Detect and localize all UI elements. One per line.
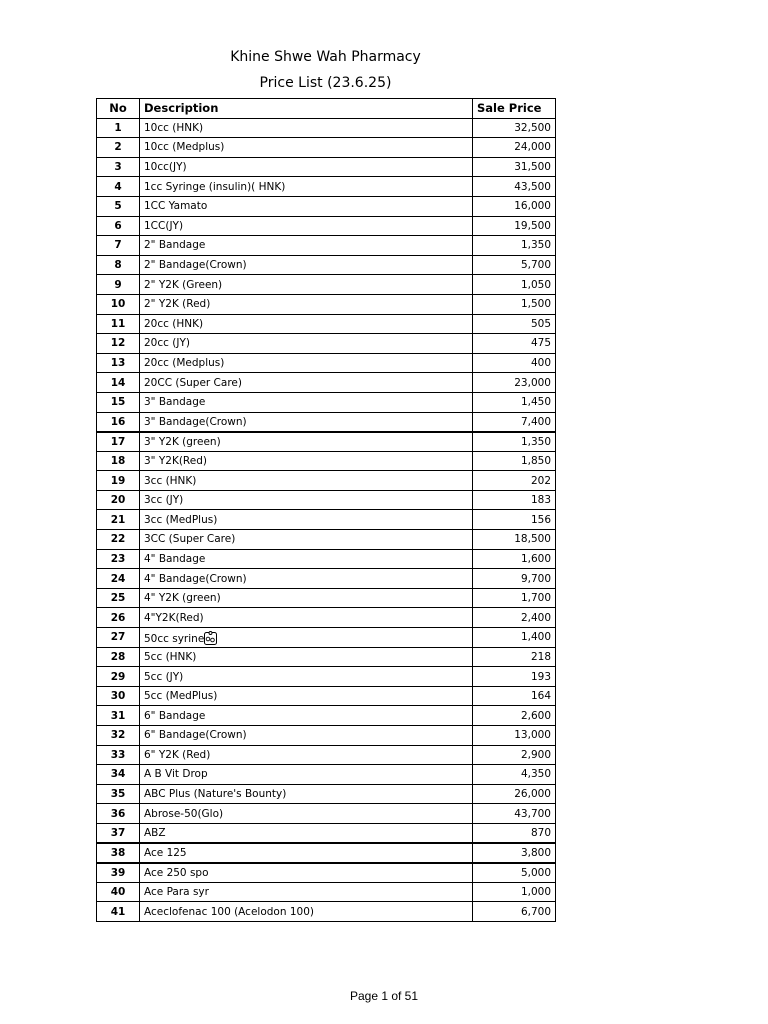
table-row xyxy=(97,549,556,569)
row-number: 34 xyxy=(97,765,140,785)
table-row xyxy=(97,490,556,510)
row-number: 13 xyxy=(97,353,140,373)
row-number: 15 xyxy=(97,392,140,412)
row-sale-price: 2,600 xyxy=(473,706,556,726)
table-body xyxy=(97,118,556,921)
table-row xyxy=(97,471,556,491)
table-row xyxy=(97,294,556,314)
description-text: 5cc (HNK) xyxy=(144,650,197,663)
description-text: 1CC(JY) xyxy=(144,219,184,232)
row-number: 36 xyxy=(97,804,140,824)
table-row xyxy=(97,138,556,158)
description-text: 4" Bandage(Crown) xyxy=(144,572,247,585)
description-text: 3" Y2K(Red) xyxy=(144,454,207,467)
row-sale-price: 1,000 xyxy=(473,882,556,902)
table-header-row xyxy=(97,99,556,119)
table-row xyxy=(97,373,556,393)
row-number: 35 xyxy=(97,784,140,804)
table-row xyxy=(97,118,556,138)
row-number: 38 xyxy=(97,843,140,863)
row-sale-price: 1,850 xyxy=(473,451,556,471)
row-number: 7 xyxy=(97,236,140,256)
description-text: 1CC Yamato xyxy=(144,200,208,213)
description-text: Abrose-50(Glo) xyxy=(144,807,224,820)
description-text: Ace Para syr xyxy=(144,886,209,899)
table-row xyxy=(97,412,556,432)
row-sale-price: 9,700 xyxy=(473,569,556,589)
row-description xyxy=(140,490,473,510)
table-row xyxy=(97,804,556,824)
page-number: Page 1 of 51 xyxy=(349,989,419,1003)
row-sale-price: 26,000 xyxy=(473,784,556,804)
price-table xyxy=(96,98,556,922)
row-description xyxy=(140,118,473,138)
row-number: 18 xyxy=(97,451,140,471)
description-text: 3CC (Super Care) xyxy=(144,533,236,546)
table-row xyxy=(97,392,556,412)
row-number: 17 xyxy=(97,432,140,452)
row-description xyxy=(140,196,473,216)
description-text: Ace 250 spo xyxy=(144,866,209,879)
row-number: 25 xyxy=(97,588,140,608)
row-description xyxy=(140,451,473,471)
row-number: 31 xyxy=(97,706,140,726)
row-description xyxy=(140,373,473,393)
row-number: 12 xyxy=(97,334,140,354)
row-number: 3 xyxy=(97,157,140,177)
column-header-description: Description xyxy=(140,99,473,119)
row-description xyxy=(140,863,473,883)
table-row xyxy=(97,863,556,883)
table-row xyxy=(97,902,556,922)
row-sale-price: 2,400 xyxy=(473,608,556,628)
table-row xyxy=(97,530,556,550)
row-number: 26 xyxy=(97,608,140,628)
description-text: ABC Plus (Nature's Bounty) xyxy=(144,788,287,801)
description-text: 2" Y2K (Green) xyxy=(144,278,223,291)
description-text: 6" Bandage xyxy=(144,709,206,722)
row-description xyxy=(140,236,473,256)
row-sale-price: 5,000 xyxy=(473,863,556,883)
description-text: 4" Bandage xyxy=(144,552,206,565)
table-row xyxy=(97,823,556,843)
row-description xyxy=(140,647,473,667)
table-row xyxy=(97,177,556,197)
row-sale-price: 156 xyxy=(473,510,556,530)
page-title: Khine Shwe Wah Pharmacy xyxy=(230,49,421,65)
row-number: 39 xyxy=(97,863,140,883)
row-number: 37 xyxy=(97,823,140,843)
row-description xyxy=(140,726,473,746)
row-sale-price: 18,500 xyxy=(473,530,556,550)
row-description xyxy=(140,314,473,334)
description-text: 20CC (Super Care) xyxy=(144,376,242,389)
row-sale-price: 5,700 xyxy=(473,255,556,275)
row-sale-price: 6,700 xyxy=(473,902,556,922)
row-sale-price: 2,900 xyxy=(473,745,556,765)
description-text: ABZ xyxy=(144,827,166,840)
row-description xyxy=(140,588,473,608)
row-sale-price: 43,700 xyxy=(473,804,556,824)
table-row xyxy=(97,784,556,804)
table-row xyxy=(97,510,556,530)
page-subtitle: Price List (23.6.25) xyxy=(259,75,392,91)
row-sale-price: 218 xyxy=(473,647,556,667)
table-row xyxy=(97,196,556,216)
row-description xyxy=(140,157,473,177)
table-row xyxy=(97,432,556,452)
row-description xyxy=(140,432,473,452)
row-sale-price: 1,350 xyxy=(473,236,556,256)
row-number: 5 xyxy=(97,196,140,216)
description-text: 3cc (JY) xyxy=(144,494,184,507)
description-text: 5cc (JY) xyxy=(144,670,184,683)
description-text: 3cc (HNK) xyxy=(144,474,197,487)
description-text: 5cc (MedPlus) xyxy=(144,690,218,703)
row-description xyxy=(140,706,473,726)
description-text: 20cc (HNK) xyxy=(144,317,204,330)
row-description xyxy=(140,628,473,648)
row-sale-price: 1,500 xyxy=(473,294,556,314)
row-number: 11 xyxy=(97,314,140,334)
row-description xyxy=(140,843,473,863)
row-description xyxy=(140,745,473,765)
row-number: 19 xyxy=(97,471,140,491)
row-description xyxy=(140,275,473,295)
row-sale-price: 13,000 xyxy=(473,726,556,746)
row-number: 10 xyxy=(97,294,140,314)
table-row xyxy=(97,569,556,589)
table-row xyxy=(97,216,556,236)
description-text: 10cc (Medplus) xyxy=(144,141,225,154)
description-text: 2" Bandage xyxy=(144,239,206,252)
table-row xyxy=(97,647,556,667)
row-sale-price: 3,800 xyxy=(473,843,556,863)
table-row xyxy=(97,157,556,177)
description-text: Ace 125 xyxy=(144,846,187,859)
row-sale-price: 1,600 xyxy=(473,549,556,569)
description-text: 2" Bandage(Crown) xyxy=(144,259,247,272)
table-row xyxy=(97,726,556,746)
table-row xyxy=(97,608,556,628)
table-row xyxy=(97,706,556,726)
row-sale-price: 870 xyxy=(473,823,556,843)
row-number: 23 xyxy=(97,549,140,569)
row-description xyxy=(140,569,473,589)
row-number: 16 xyxy=(97,412,140,432)
row-number: 41 xyxy=(97,902,140,922)
row-number: 14 xyxy=(97,373,140,393)
table-row xyxy=(97,255,556,275)
row-description xyxy=(140,823,473,843)
description-text: 3" Y2K (green) xyxy=(144,435,221,448)
description-text: 2" Y2K (Red) xyxy=(144,298,211,311)
row-number: 21 xyxy=(97,510,140,530)
description-text: 10cc (HNK) xyxy=(144,121,204,134)
row-sale-price: 19,500 xyxy=(473,216,556,236)
row-description xyxy=(140,177,473,197)
row-description xyxy=(140,510,473,530)
description-text: 3" Bandage xyxy=(144,396,206,409)
row-number: 33 xyxy=(97,745,140,765)
table-row xyxy=(97,882,556,902)
row-description xyxy=(140,216,473,236)
row-sale-price: 1,400 xyxy=(473,628,556,648)
row-sale-price: 16,000 xyxy=(473,196,556,216)
column-header-sale-price: Sale Price xyxy=(473,99,556,119)
description-text: 20cc (JY) xyxy=(144,337,190,350)
table-row xyxy=(97,686,556,706)
row-sale-price: 400 xyxy=(473,353,556,373)
row-description xyxy=(140,334,473,354)
column-header-no: No xyxy=(97,99,140,119)
row-sale-price: 183 xyxy=(473,490,556,510)
description-text: 20cc (Medplus) xyxy=(144,357,225,370)
row-number: 6 xyxy=(97,216,140,236)
row-description xyxy=(140,784,473,804)
row-number: 2 xyxy=(97,138,140,158)
table-row xyxy=(97,765,556,785)
table-row xyxy=(97,314,556,334)
table-row xyxy=(97,275,556,295)
row-sale-price: 43,500 xyxy=(473,177,556,197)
row-description xyxy=(140,392,473,412)
row-description xyxy=(140,804,473,824)
row-number: 28 xyxy=(97,647,140,667)
row-number: 1 xyxy=(97,118,140,138)
row-description xyxy=(140,255,473,275)
row-description xyxy=(140,686,473,706)
table-row xyxy=(97,628,556,648)
table-row xyxy=(97,451,556,471)
row-sale-price: 31,500 xyxy=(473,157,556,177)
table-row xyxy=(97,843,556,863)
row-sale-price: 475 xyxy=(473,334,556,354)
table-row xyxy=(97,745,556,765)
table-row xyxy=(97,667,556,687)
row-sale-price: 4,350 xyxy=(473,765,556,785)
row-sale-price: 1,350 xyxy=(473,432,556,452)
row-sale-price: 202 xyxy=(473,471,556,491)
row-description xyxy=(140,765,473,785)
row-description xyxy=(140,353,473,373)
row-number: 4 xyxy=(97,177,140,197)
row-description xyxy=(140,608,473,628)
description-text: 10cc(JY) xyxy=(144,161,187,174)
row-number: 24 xyxy=(97,569,140,589)
table-row xyxy=(97,588,556,608)
table-row xyxy=(97,334,556,354)
row-sale-price: 1,450 xyxy=(473,392,556,412)
row-sale-price: 24,000 xyxy=(473,138,556,158)
row-description xyxy=(140,138,473,158)
row-sale-price: 32,500 xyxy=(473,118,556,138)
row-number: 30 xyxy=(97,686,140,706)
row-number: 32 xyxy=(97,726,140,746)
row-sale-price: 164 xyxy=(473,686,556,706)
row-sale-price: 193 xyxy=(473,667,556,687)
description-text: 4"Y2K(Red) xyxy=(144,611,204,624)
row-sale-price: 7,400 xyxy=(473,412,556,432)
row-description xyxy=(140,549,473,569)
description-text: 6" Bandage(Crown) xyxy=(144,729,247,742)
row-description xyxy=(140,902,473,922)
row-sale-price: 23,000 xyxy=(473,373,556,393)
row-number: 8 xyxy=(97,255,140,275)
description-text: 1cc Syringe (insulin)( HNK) xyxy=(144,180,286,193)
row-sale-price: 1,700 xyxy=(473,588,556,608)
unrendered-glyph-icon xyxy=(204,630,217,645)
row-number: 40 xyxy=(97,882,140,902)
row-number: 29 xyxy=(97,667,140,687)
description-text: Aceclofenac 100 (Acelodon 100) xyxy=(144,905,314,918)
description-text: 3" Bandage(Crown) xyxy=(144,415,247,428)
row-number: 27 xyxy=(97,628,140,648)
row-description xyxy=(140,882,473,902)
row-description xyxy=(140,667,473,687)
row-description xyxy=(140,294,473,314)
table-row xyxy=(97,353,556,373)
row-sale-price: 505 xyxy=(473,314,556,334)
row-number: 22 xyxy=(97,530,140,550)
description-text: 50cc syrine xyxy=(144,632,205,645)
row-description xyxy=(140,530,473,550)
row-number: 20 xyxy=(97,490,140,510)
description-text: 6" Y2K (Red) xyxy=(144,748,211,761)
row-number: 9 xyxy=(97,275,140,295)
description-text: A B Vit Drop xyxy=(144,768,208,781)
row-description xyxy=(140,471,473,491)
row-sale-price: 1,050 xyxy=(473,275,556,295)
description-text: 4" Y2K (green) xyxy=(144,592,221,605)
table-row xyxy=(97,236,556,256)
description-text: 3cc (MedPlus) xyxy=(144,513,218,526)
row-description xyxy=(140,412,473,432)
